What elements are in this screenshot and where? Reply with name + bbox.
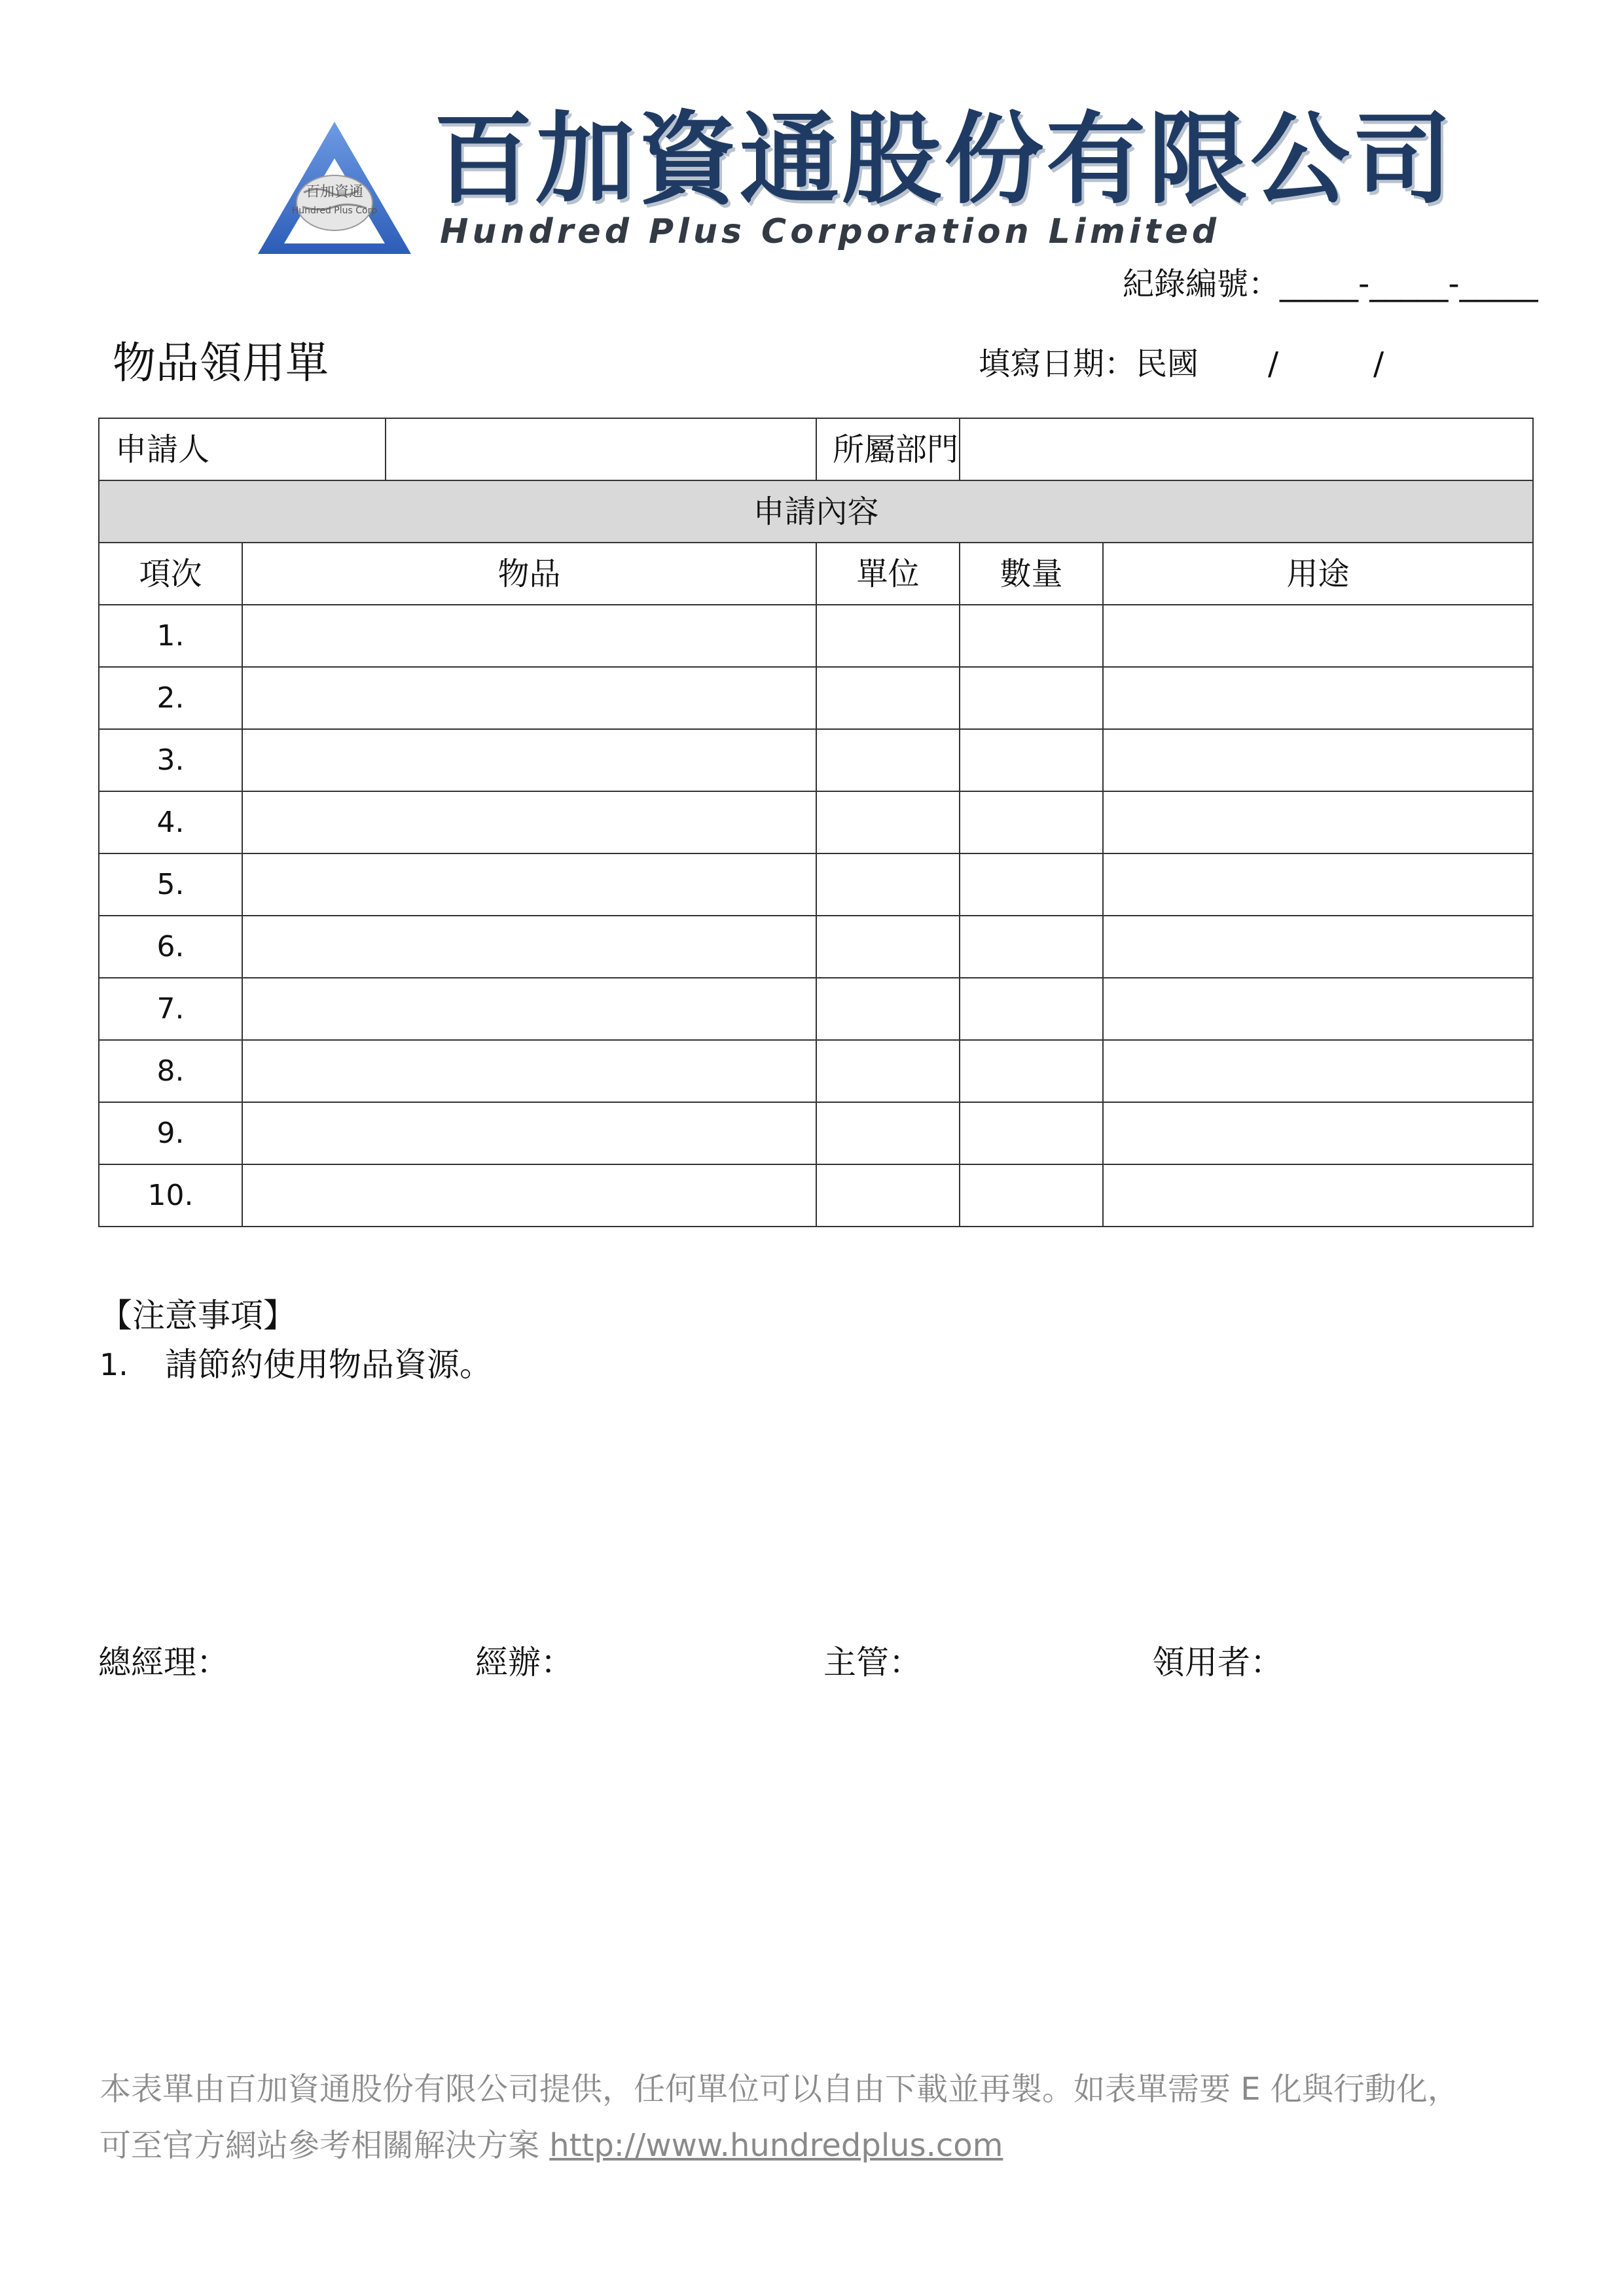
date-label: 填寫日期：民國 — [979, 346, 1199, 382]
company-name-cn: 百加資通股份有限公司 — [433, 101, 1454, 217]
signature-general-manager[interactable]: 總經理： — [98, 1643, 229, 1681]
column-header-row — [99, 543, 1533, 605]
table-row — [99, 791, 1533, 853]
row-index: 5. — [99, 853, 242, 916]
unit-input[interactable] — [816, 1102, 960, 1164]
row-index: 9. — [99, 1102, 242, 1164]
purpose-input[interactable] — [1103, 1040, 1533, 1102]
table-row — [99, 667, 1533, 729]
applicant-label: 申請人 — [99, 418, 386, 480]
col-header-item: 物品 — [242, 543, 816, 605]
table-row — [99, 978, 1533, 1040]
applicant-row — [99, 418, 1533, 480]
department-input[interactable] — [960, 418, 1533, 480]
item-input[interactable] — [242, 667, 816, 729]
row-index: 6. — [99, 916, 242, 978]
department-label: 所屬部門 — [816, 418, 960, 480]
unit-input[interactable] — [816, 1164, 960, 1227]
signature-recipient[interactable]: 領用者： — [1152, 1643, 1283, 1681]
quantity-input[interactable] — [960, 916, 1103, 978]
table-row — [99, 853, 1533, 916]
table-row — [99, 605, 1533, 667]
table-row — [99, 729, 1533, 791]
table-row — [99, 1102, 1533, 1164]
purpose-input[interactable] — [1103, 729, 1533, 791]
unit-input[interactable] — [816, 978, 960, 1040]
quantity-input[interactable] — [960, 791, 1103, 853]
signature-handler[interactable]: 經辦： — [475, 1643, 573, 1681]
table-row — [99, 916, 1533, 978]
purpose-input[interactable] — [1103, 605, 1533, 667]
quantity-input[interactable] — [960, 1102, 1103, 1164]
record-number-field[interactable]: 紀錄編號：_____-_____-_____ — [1123, 266, 1538, 302]
col-header-unit: 單位 — [816, 543, 960, 605]
quantity-input[interactable] — [960, 853, 1103, 916]
footer-line-2-text: 可至官方網站參考相關解決方案 — [99, 2127, 550, 2164]
row-index: 10. — [99, 1164, 242, 1227]
section-header-row — [99, 480, 1533, 543]
form-title: 物品領用單 — [113, 338, 329, 388]
purpose-input[interactable] — [1103, 667, 1533, 729]
purpose-input[interactable] — [1103, 1164, 1533, 1227]
unit-input[interactable] — [816, 853, 960, 916]
row-index: 3. — [99, 729, 242, 791]
footer-line-1: 本表單由百加資通股份有限公司提供，任何單位可以自由下載並再製。如表單需要 E 化與行動化， — [99, 2071, 1459, 2108]
signature-supervisor[interactable]: 主管： — [823, 1643, 922, 1681]
purpose-input[interactable] — [1103, 791, 1533, 853]
row-index: 4. — [99, 791, 242, 853]
item-input[interactable] — [242, 916, 816, 978]
purpose-input[interactable] — [1103, 853, 1533, 916]
website-link[interactable]: http://www.hundredplus.com — [549, 2127, 1003, 2164]
unit-input[interactable] — [816, 1040, 960, 1102]
item-input[interactable] — [242, 729, 816, 791]
purpose-input[interactable] — [1103, 916, 1533, 978]
date-separator-2: / — [1373, 346, 1384, 382]
unit-input[interactable] — [816, 667, 960, 729]
quantity-input[interactable] — [960, 667, 1103, 729]
unit-input[interactable] — [816, 916, 960, 978]
notes-heading: 【注意事項】 — [99, 1297, 296, 1335]
company-logo-icon — [257, 119, 412, 257]
unit-input[interactable] — [816, 729, 960, 791]
logo-en-text: Hundred Plus Corp — [291, 206, 378, 216]
section-title: 申請內容 — [99, 480, 1533, 543]
quantity-input[interactable] — [960, 978, 1103, 1040]
quantity-input[interactable] — [960, 1040, 1103, 1102]
col-header-index: 項次 — [99, 543, 242, 605]
unit-input[interactable] — [816, 791, 960, 853]
applicant-input[interactable] — [386, 418, 816, 480]
row-index: 7. — [99, 978, 242, 1040]
item-input[interactable] — [242, 1164, 816, 1227]
col-header-quantity: 數量 — [960, 543, 1103, 605]
item-input[interactable] — [242, 605, 816, 667]
logo-cn-text: 百加資通 — [305, 184, 364, 200]
company-name-en: Hundred Plus Corporation Limited — [440, 212, 1221, 251]
date-separator-1: / — [1268, 346, 1279, 382]
item-input[interactable] — [242, 853, 816, 916]
item-rows — [99, 605, 1533, 1227]
quantity-input[interactable] — [960, 605, 1103, 667]
item-input[interactable] — [242, 1040, 816, 1102]
row-index: 2. — [99, 667, 242, 729]
note-number: 1. — [99, 1347, 128, 1382]
item-input[interactable] — [242, 791, 816, 853]
item-input[interactable] — [242, 1102, 816, 1164]
row-index: 8. — [99, 1040, 242, 1102]
purpose-input[interactable] — [1103, 1102, 1533, 1164]
table-row — [99, 1164, 1533, 1227]
row-index: 1. — [99, 605, 242, 667]
footer-line-2 — [99, 2127, 1003, 2164]
item-input[interactable] — [242, 978, 816, 1040]
table-row — [99, 1040, 1533, 1102]
note-text: 請節約使用物品資源。 — [165, 1346, 492, 1384]
purpose-input[interactable] — [1103, 978, 1533, 1040]
request-table — [98, 418, 1534, 1227]
col-header-purpose: 用途 — [1103, 543, 1533, 605]
quantity-input[interactable] — [960, 729, 1103, 791]
quantity-input[interactable] — [960, 1164, 1103, 1227]
unit-input[interactable] — [816, 605, 960, 667]
